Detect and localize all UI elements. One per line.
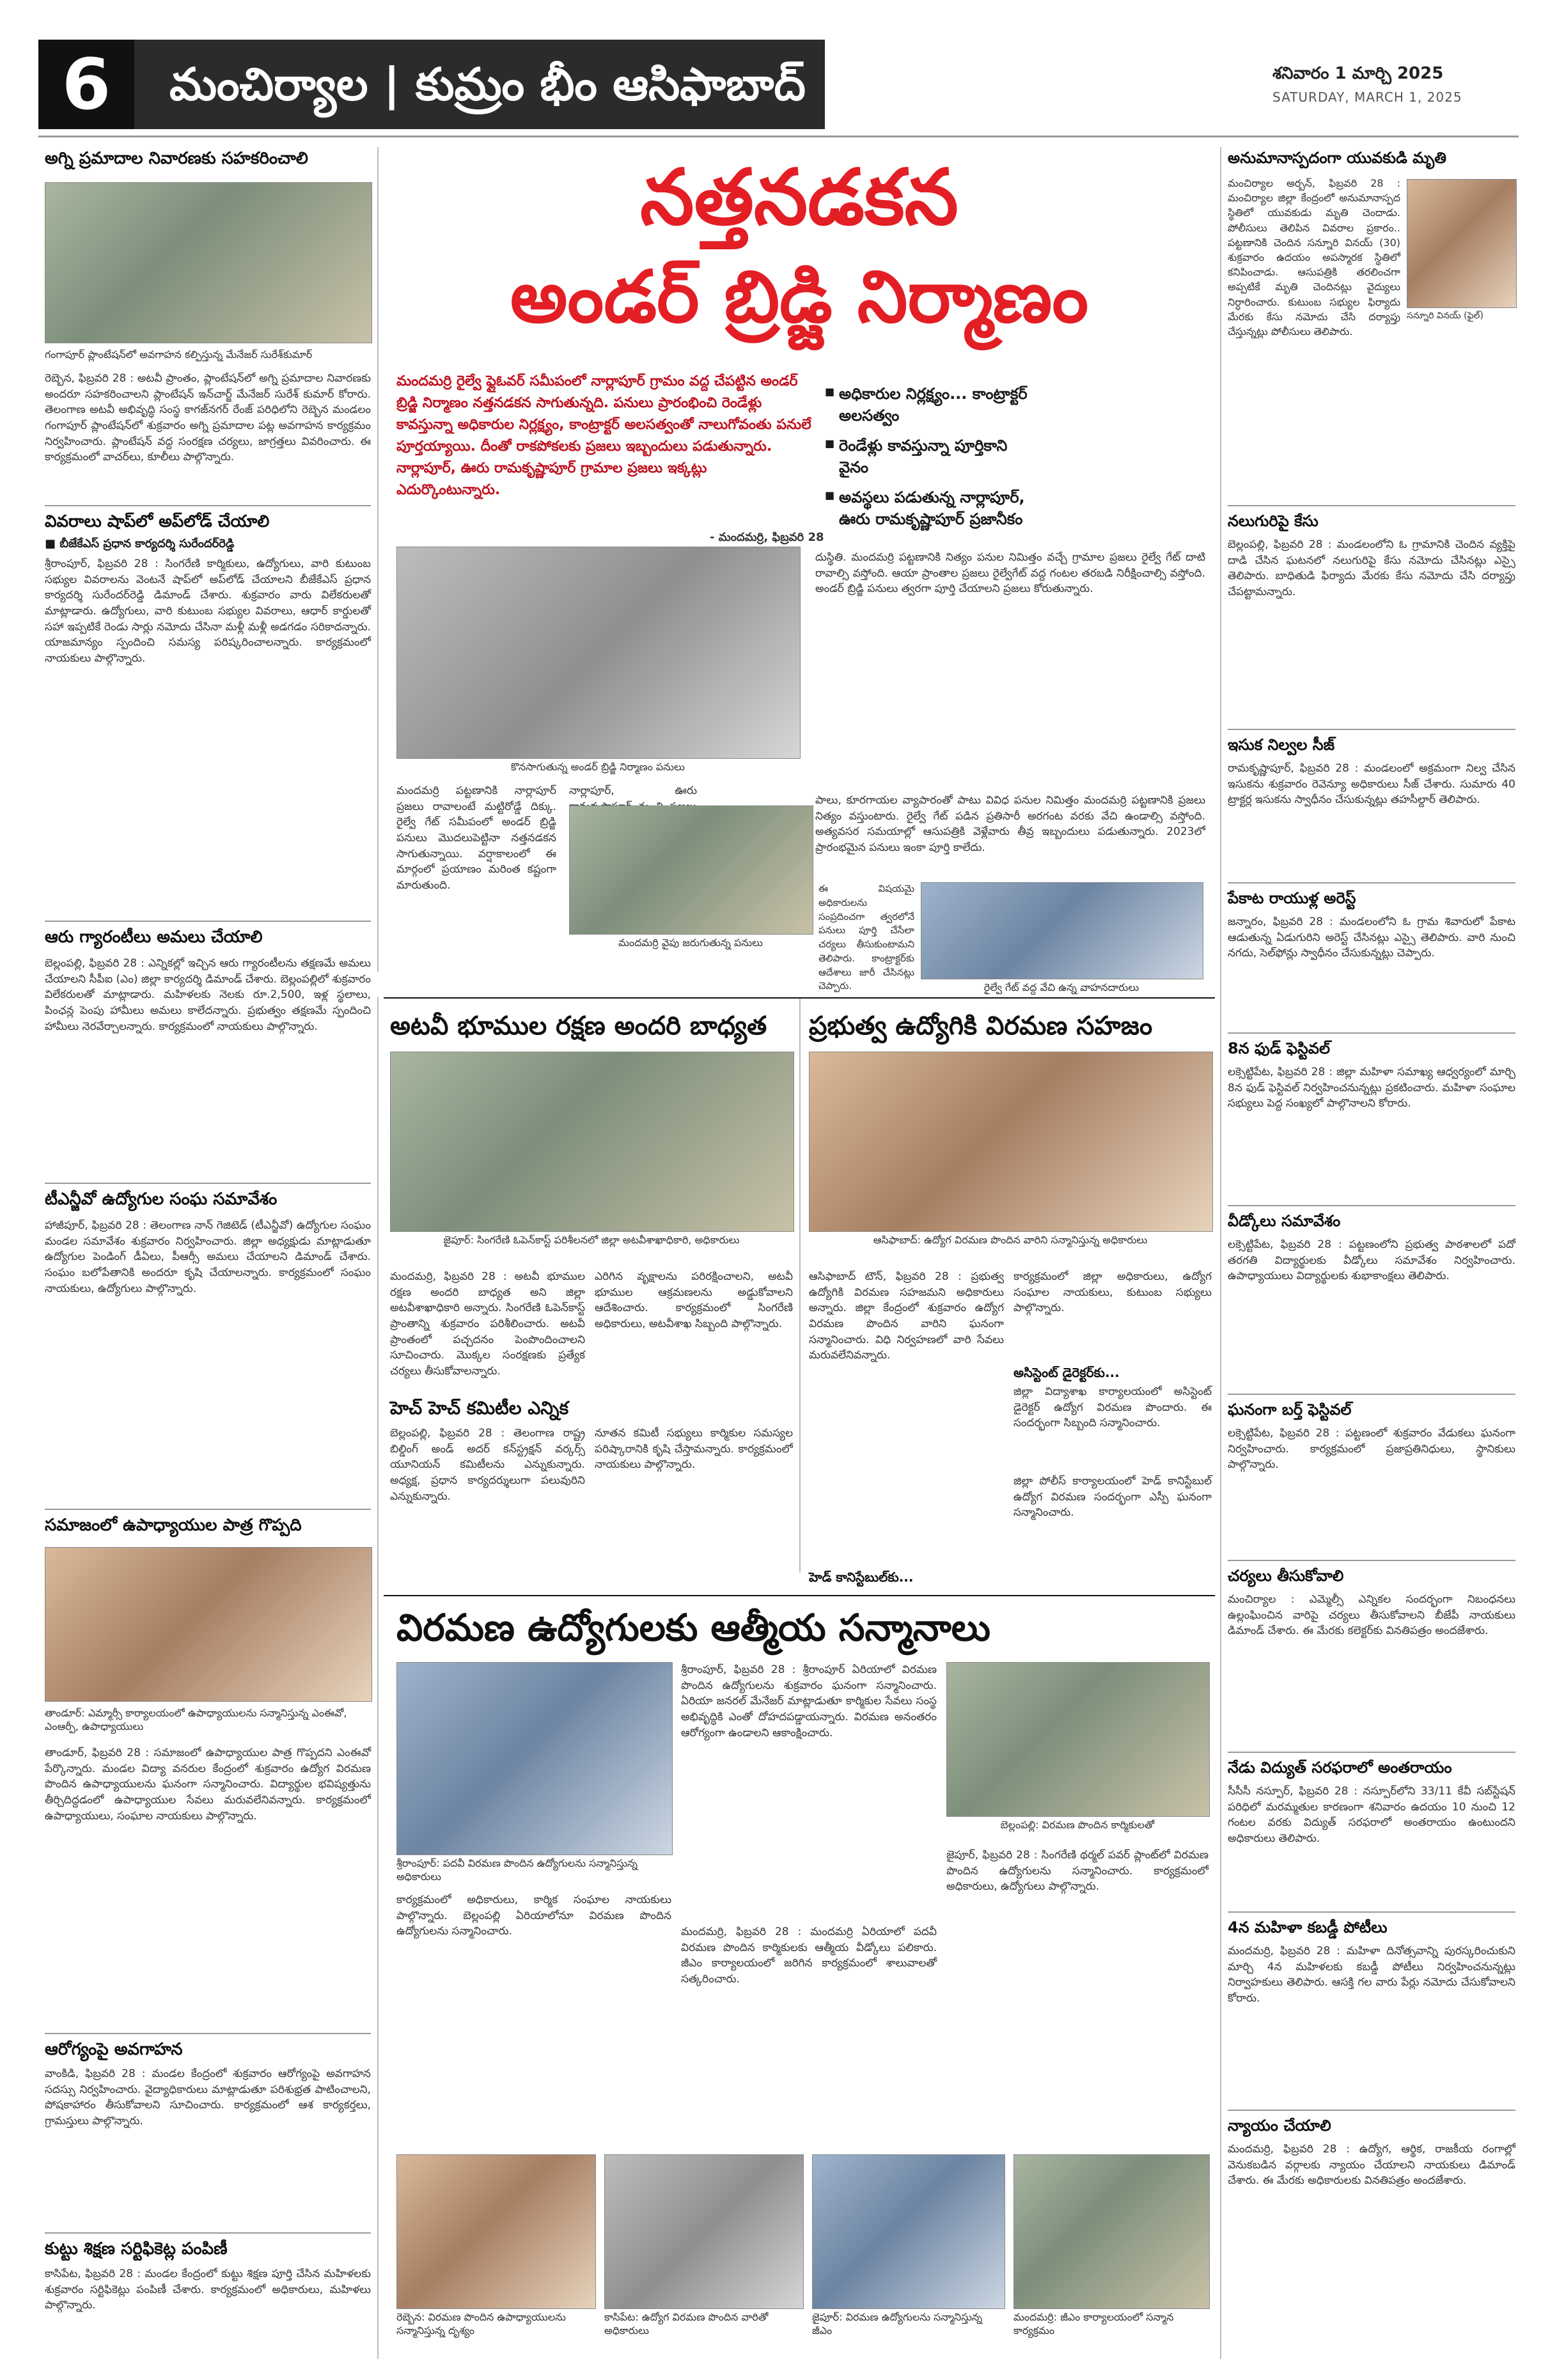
photo-caption: జైపూర్: విరమణ ఉద్యోగులను సన్మానిస్తున్న జీఎం: [812, 2311, 982, 2337]
article-divider: [45, 505, 371, 506]
article-body: వాంకిడి, ఫిబ్రవరి 28 : మండల కేంద్రంలో శుక్రవారం ఆరోగ్యంపై అవగాహన సదస్సు నిర్వహించారు. వైద్యాధికారులు మాట్లాడుతూ పరిశుభ్రత పాటించాలని, పోషకాహారం తీసుకోవాలని సూచించారు. కార్యక్రమంలో ఆశ కార్యకర్తలు, గ్రామస్తులు పాల్గొన్నారు.: [45, 2067, 371, 2127]
article-body: లక్సెట్టిపేట, ఫిబ్రవరి 28 : పట్టణంలో శుక్రవారం వేడుకలు ఘనంగా నిర్వహించారు. కార్యక్రమంలో ప్రజాప్రతినిధులు, స్థానికులు పాల్గొన్నారు.: [1228, 1427, 1515, 1472]
lead-dateline: - మందమర్రి, ఫిబ్రవరి 28: [710, 531, 824, 544]
headline-power-outage: నేడు విద్యుత్ సరఫరాలో అంతరాయం: [1228, 1759, 1452, 1777]
photo-railway-gate: [921, 882, 1203, 979]
bullet-item: ■ అవస్థలు పడుతున్న నార్లాపూర్, ఊరు రామకృష్ణాపూర్ ప్రజానీకం: [825, 487, 1029, 530]
article-divider: [45, 1183, 371, 1184]
headline-tngo-meeting: టీఎన్జీవో ఉద్యోగుల సంఘ సమావేశం: [45, 1190, 278, 1209]
article-body: ఎరిగిన వృక్షాలను పరిరక్షించాలని, అటవీ భూముల ఆక్రమణలను అడ్డుకోవాలని ఆదేశించారు. కార్యక్రమంలో సింగరేణి అధికారులు, అటవీశాఖ సిబ్బంది పాల్గొన్నారు.: [595, 1270, 793, 1330]
headline-fire-safety: అగ్ని ప్రమాదాల నివారణకు సహకరించాలి: [45, 149, 308, 168]
edition-title: మంచిర్యాల | కుమ్రం భీం ఆసిఫాబాద్: [169, 58, 806, 111]
photo-jaipur-retirees: [812, 2154, 1005, 2309]
masthead-rule: [38, 136, 1519, 137]
headline-committee-election: హెచ్ హెచ్ కమిటీల ఎన్నిక: [390, 1397, 569, 1419]
article-divider: [45, 2033, 371, 2034]
photo-retirement-event: [809, 1052, 1213, 1232]
lead-body-col-a: దుస్థితి. మందమర్రి పట్టణానికి నిత్యం పనుల నిమిత్తం వచ్చే గ్రామాల ప్రజలు రైల్వే గేట్ దాటి రావాల్సి వస్తోంది. ఆయా ప్రాంతాల ప్రజలు రైల్వేగేట్ వద్ద గంటల తరబడి నిరీక్షించాల్సి వస్తోంది. అండర్ బ్రిడ్జి పనులు త్వరగా పూర్తి చేయాలని ప్రజలు కోరుతున్నారు.: [815, 551, 1205, 596]
lead-headline-line1: నత్తనడకన: [640, 153, 958, 242]
article-body: కార్యక్రమంలో జిల్లా అధికారులు, ఉద్యోగ సంఘాల నాయకులు, కుటుంబ సభ్యులు పాల్గొన్నారు.: [1013, 1270, 1212, 1315]
article-divider: [1228, 1911, 1515, 1913]
headline-upload-details: వివరాలు షాప్‌లో అప్‌లోడ్ చేయాలి: [45, 512, 270, 531]
headline-justice: న్యాయం చేయాలి: [1228, 2117, 1331, 2135]
article-divider: [1228, 505, 1515, 506]
photo-srirampur-felicitation: [396, 1662, 673, 1855]
article-body: కార్యక్రమంలో అధికారులు, కార్మిక సంఘాల నాయకులు పాల్గొన్నారు. బెల్లంపల్లి ఏరియాలోనూ విరమణ పొందిన ఉద్యోగులను సన్మానించారు.: [396, 1894, 671, 1938]
photo-caption: గంగాపూర్ ప్లాంటేషన్‌లో అవగాహన కల్పిస్తున్న మేనేజర్ సురేశ్‌కుమార్: [45, 348, 313, 361]
lead-body-col-e: ఈ విషయమై అధికారులను సంప్రదించగా త్వరలోనే పనులు పూర్తి చేసేలా చర్యలు తీసుకుంటామని తెలిపారు. కాంట్రాక్టర్‌కు ఆదేశాలు జారీ చేసినట్లు చెప్పారు.: [818, 883, 914, 992]
article-body: మందమర్రి, ఫిబ్రవరి 28 : మహిళా దినోత్సవాన్ని పురస్కరించుకుని మార్చి 4న మహిళలకు కబడ్డీ పోటీలు నిర్వహించనున్నట్లు నిర్వాహకులు తెలిపారు. ఆసక్తి గల వారు పేర్లు నమోదు చేసుకోవాలని కోరారు.: [1228, 1945, 1515, 2005]
photo-caption: రెబ్బెన: విరమణ పొందిన ఉపాధ్యాయులను సన్మానిస్తున్న దృశ్యం: [396, 2311, 566, 2337]
article-divider: [1228, 1394, 1515, 1395]
article-body: మంచిర్యాల : ఎమ్మెల్సీ ఎన్నికల సందర్భంగా నిబంధనలు ఉల్లంఘించిన వారిపై చర్యలు తీసుకోవాలని బీజేపీ నాయకులు డిమాండ్ చేశారు. ఈ మేరకు కలెక్టర్‌కు వినతిపత్రం అందజేశారు.: [1228, 1593, 1515, 1638]
article-divider: [1228, 1032, 1515, 1034]
photo-caption: ఆసిఫాబాద్: ఉద్యోగ విరమణ పొందిన వారిని సన్మానిస్తున్న అధికారులు: [873, 1234, 1148, 1246]
article-body: ఆసిఫాబాద్ టౌన్, ఫిబ్రవరి 28 : ప్రభుత్వ ఉద్యోగికి విరమణ సహజమని అధికారులు అన్నారు. జిల్లా కేంద్రంలో శుక్రవారం ఉద్యోగ విరమణ పొందిన వారిని ఘనంగా సన్మానించారు. విధి నిర్వహణలో వారి సేవలు మరువలేనివన్నారు.: [809, 1270, 1004, 1362]
headline-case-four: నలుగురిపై కేసు: [1228, 512, 1318, 530]
article-body: కాసిపేట, ఫిబ్రవరి 28 : మండల కేంద్రంలో కుట్టు శిక్షణ పూర్తి చేసిన మహిళలకు శుక్రవారం సర్టిఫికెట్లు పంపిణీ చేశారు. కార్యక్రమంలో అధికారులు, మహిళలు పాల్గొన్నారు.: [45, 2267, 371, 2312]
photo-teachers-felicitation: [45, 1547, 372, 1702]
lead-body-col-b: పాలు, కూరగాయల వ్యాపారంతో పాటు వివిధ పనుల నిమిత్తం మందమర్రి పట్టణానికి ప్రజలు నిత్యం వస్తుంటారు. రైల్వే గేట్ పడిన ప్రతిసారీ అరగంట వరకు వేచి ఉండాల్సి వస్తోంది. అత్యవసర సమయాల్లో ఆసుపత్రికి వెళ్లేవారు తీవ్ర ఇబ్బందులు పడుతున్నారు. 2023లో ప్రారంభమైన పనులు ఇంకా పూర్తి కాలేదు.: [815, 794, 1205, 854]
photo-caption: మందమర్రి వైపు జరుగుతున్న పనులు: [618, 937, 763, 949]
article-body: బెల్లంపల్లి, ఫిబ్రవరి 28 : ఎన్నికల్లో ఇచ్చిన ఆరు గ్యారంటీలను తక్షణమే అమలు చేయాలని సీపీఐ (ఎం) జిల్లా కార్యదర్శి డిమాండ్ చేశారు. బెల్లంపల్లిలో శుక్రవారం విలేకరులతో మాట్లాడారు. మహిళలకు నెలకు రూ.2,500, ఇళ్ల స్థలాలు, పింఛన్ల పెంపు హామీలు అమలు కాలేదన్నారు. ప్రభుత్వం తక్షణమే స్పందించి హామీలు నెరవేర్చాలన్నారు. కార్యక్రమంలో నాయకులు పాల్గొన్నారు.: [45, 957, 371, 1033]
photo-caption: తాండూర్: ఎమ్మార్సీ కార్యాలయంలో ఉపాధ్యాయులను సన్మానిస్తున్న ఎంఈవో, ఎంఆర్పీ, ఉపాధ్యాయులు: [45, 1707, 347, 1732]
photo-caption: సన్నూరి వినయ్ (ఫైల్): [1407, 311, 1483, 321]
headline-forest-protection: అటవీ భూముల రక్షణ అందరి బాధ్యత: [390, 1011, 767, 1041]
photo-bellampalli-retirees: [946, 1662, 1210, 1817]
column-divider: [377, 997, 379, 2359]
article-body: లక్సెట్టిపేట, ఫిబ్రవరి 28 : జిల్లా మహిళా సమాఖ్య ఆధ్వర్యంలో మార్చి 8న ఫుడ్ ఫెస్టివల్ నిర్వహించనున్నట్లు ప్రకటించారు. మహిళా సంఘాల సభ్యులు పెద్ద సంఖ్యలో పాల్గొనాలని కోరారు.: [1228, 1066, 1515, 1110]
article-body: రామకృష్ణాపూర్, ఫిబ్రవరి 28 : మండలంలో అక్రమంగా నిల్వ చేసిన ఇసుకను శుక్రవారం రెవెన్యూ అధికారులు సీజ్ చేశారు. సుమారు 40 ట్రాక్టర్ల ఇసుకను స్వాధీనం చేసుకున్నట్లు తహసీల్దార్ తెలిపారు.: [1228, 762, 1515, 807]
photo-rebbena-retirees: [396, 2154, 596, 2309]
headline-take-action: చర్యలు తీసుకోవాలి: [1228, 1567, 1344, 1585]
date-telugu: శనివారం 1 మార్చి 2025: [1272, 64, 1444, 83]
lead-bullets: [825, 384, 1029, 540]
article-body: మందమర్రి, ఫిబ్రవరి 28 : మందమర్రి ఏరియాలో పదవీ విరమణ పొందిన కార్మికులకు ఆత్మీయ వీడ్కోలు పలికారు. జీఎం కార్యాలయంలో జరిగిన కార్యక్రమంలో శాలువాలతో సత్కరించారు.: [681, 1925, 937, 1986]
section-divider: [384, 997, 1215, 999]
section-divider: [384, 1595, 1215, 1596]
headline-retirement-natural: ప్రభుత్వ ఉద్యోగికి విరమణ సహజం: [809, 1011, 1153, 1041]
headline-six-guarantees: ఆరు గ్యారంటీలు అమలు చేయాలి: [45, 928, 263, 947]
article-body: హాజీపూర్, ఫిబ్రవరి 28 : తెలంగాణ నాన్ గెజిటెడ్ (టీఎన్జీవో) ఉద్యోగుల సంఘం మండల సమావేశం శుక్రవారం నిర్వహించారు. జిల్లా అధ్యక్షుడు మాట్లాడుతూ ఉద్యోగుల పెండింగ్ డీఏలు, పీఆర్సీ అమలు చేయాలని డిమాండ్ చేశారు. సంఘం బలోపేతానికి అందరూ కృషి చేయాలన్నారు. కార్యక్రమంలో సంఘం నాయకులు, ఉద్యోగులు పాల్గొన్నారు.: [45, 1219, 371, 1295]
photo-caption: కాసిపేట: ఉద్యోగ విరమణ పొందిన వారితో అధికారులు: [604, 2311, 769, 2337]
photo-caption: జైపూర్: సింగరేణి ఓపెన్‌కాస్ట్ పరిశీలనలో జిల్లా అటవీశాఖాధికారి, అధికారులు: [443, 1234, 740, 1246]
article-body: బెల్లంపల్లి, ఫిబ్రవరి 28 : తెలంగాణ రాష్ట్ర బిల్డింగ్ అండ్ అదర్ కన్‌స్ట్రక్షన్ వర్కర్స్ యూనియన్ కమిటీలను ఎన్నుకున్నారు. అధ్యక్ష, ప్రధాన కార్యదర్శులుగా పలువురిని ఎన్నుకున్నారు.: [390, 1427, 585, 1503]
headline-food-festival: 8న ఫుడ్ ఫెస్టివల్: [1228, 1039, 1330, 1057]
article-body: మంచిర్యాల అర్బన్, ఫిబ్రవరి 28 : మంచిర్యాల జిల్లా కేంద్రంలో అనుమానాస్పద స్థితిలో యువకుడు మృతి చెందాడు. పోలీసులు తెలిపిన వివరాల ప్రకారం.. పట్టణానికి చెందిన సన్నూరి వినయ్ (30) శుక్రవారం ఉదయం అపస్మారక స్థితిలో కనిపించాడు. ఆసుపత్రికి తరలించగా అప్పటికే మృతి చెందినట్లు వైద్యులు నిర్ధారించారు. కుటుంబ సభ్యుల ఫిర్యాదు మేరకు కేసు నమోదు చేసి దర్యాప్తు చేస్తున్నట్లు పోలీసులు తెలిపారు.: [1228, 177, 1400, 338]
lead-headline-line2: అండర్ బ్రిడ్జి నిర్మాణం: [510, 256, 1089, 339]
photo-caption: మందమర్రి: జీఎం కార్యాలయంలో సన్మాన కార్యక్రమం: [1013, 2311, 1174, 2337]
date-english: SATURDAY, MARCH 1, 2025: [1272, 89, 1462, 105]
article-divider: [1228, 1205, 1515, 1206]
headline-kabaddi: 4న మహిళా కబడ్డీ పోటీలు: [1228, 1918, 1388, 1936]
article-divider: [1228, 729, 1515, 730]
article-body: నూతన కమిటీ సభ్యులు కార్మికుల సమస్యల పరిష్కారానికి కృషి చేస్తామన్నారు. కార్యక్రమంలో నాయకులు పాల్గొన్నారు.: [595, 1427, 793, 1472]
headline-gamblers-arrest: పేకాట రాయుళ్ల అరెస్ట్: [1228, 889, 1356, 907]
photo-caption: రైల్వే గేట్ వద్ద వేచి ఉన్న వాహనదారులు: [983, 981, 1139, 993]
column-divider: [799, 997, 801, 1573]
article-body: జిల్లా విద్యాశాఖ కార్యాలయంలో అసిస్టెంట్ డైరెక్టర్ ఉద్యోగ విరమణ పొందారు. ఈ సందర్భంగా సిబ్బంది సన్మానించారు.: [1013, 1385, 1212, 1430]
article-divider: [45, 921, 371, 922]
article-body: లక్సెట్టిపేట, ఫిబ్రవరి 28 : పట్టణంలోని ప్రభుత్వ పాఠశాలలో పదో తరగతి విద్యార్థులకు వీడ్కోలు సమావేశం నిర్వహించారు. ఉపాధ్యాయులు విద్యార్థులకు శుభాకాంక్షలు తెలిపారు.: [1228, 1238, 1515, 1283]
lead-body-col-d: నార్లాపూర్, ఊరు: [569, 784, 697, 797]
photo-victim: [1407, 179, 1517, 308]
subhead-head-constable: హెడ్ కానిస్టేబుల్‌కు...: [809, 1569, 914, 1585]
article-divider: [45, 2232, 371, 2234]
subhead: ■ బీజేకేఎస్ ప్రధాన కార్యదర్శి సురేందర్‌రెడ్డి: [45, 537, 235, 550]
article-body: జన్నారం, ఫిబ్రవరి 28 : మండలంలోని ఓ గ్రామ శివారులో పేకాట ఆడుతున్న ఏడుగురిని అరెస్ట్ చేసినట్లు ఎస్సై తెలిపారు. వారి నుంచి నగదు, సెల్‌ఫోన్లు స్వాధీనం చేసుకున్నట్లు చెప్పారు.: [1228, 915, 1515, 960]
article-body: మందమర్రి, ఫిబ్రవరి 28 : అటవీ భూముల రక్షణ అందరి బాధ్యత అని జిల్లా అటవీశాఖాధికారి అన్నారు. సింగరేణి ఓపెన్‌కాస్ట్ ప్రాంతాన్ని శుక్రవారం పరిశీలించారు. అటవీ ప్రాంతంలో పచ్చదనం పెంపొందించాలని సూచించారు. మొక్కల సంరక్షణకు ప్రత్యేక చర్యలు తీసుకోవాలన్నారు.: [390, 1270, 585, 1378]
lead-body-col-c: మందమర్రి పట్టణానికి నార్లాపూర్ ప్రజలు రావాలంటే మట్టిరోడ్డే దిక్కు. రైల్వే గేట్ సమీపంలో అండర్ బ్రిడ్జి పనులు మొదలుపెట్టినా నత్తనడకన సాగుతున్నాయి. వర్షాకాలంలో ఈ మార్గంలో ప్రయాణం మరింత కష్టంగా మారుతుంది.: [396, 784, 556, 892]
lead-deck: మందమర్రి రైల్వే ఫ్లైఓవర్ సమీపంలో నార్లాపూర్ గ్రామం వద్ద చేపట్టిన అండర్ బ్రిడ్జి నిర్మాణం నత్తనడకన సాగుతున్నది. పనులు ప్రారంభించి రెండేళ్లు కావస్తున్నా అధికారుల నిర్లక్ష్యం, కాంట్రాక్టర్ అలసత్వంతో నాలుగోవంతు పనులే పూర్తయ్యాయి. దీంతో రాకపోకలకు ప్రజలు ఇబ్బందులు పడుతున్నారు. నార్లాపూర్, ఊరు రామకృష్ణాపూర్ గ్రామాల ప్రజలు ఇక్కట్లు ఎదుర్కొంటున్నారు.: [396, 373, 811, 499]
article-body: జైపూర్, ఫిబ్రవరి 28 : సింగరేణి థర్మల్ పవర్ ప్లాంట్‌లో విరమణ పొందిన ఉద్యోగులను సన్మానించారు. కార్యక్రమంలో అధికారులు, ఉద్యోగులు పాల్గొన్నారు.: [946, 1849, 1209, 1894]
photo-caption: శ్రీరాంపూర్: పదవీ విరమణ పొందిన ఉద్యోగులను సన్మానిస్తున్న అధికారులు: [396, 1857, 638, 1883]
headline-farewell-meeting: వీడ్కోలు సమావేశం: [1228, 1212, 1341, 1230]
article-body: రెబ్బెన, ఫిబ్రవరి 28 : అటవీ ప్రాంతం, ప్లాంటేషన్‌లో అగ్ని ప్రమాదాల నివారణకు అందరూ సహకరించాలని ప్లాంటేషన్ ఇన్‌చార్జ్ మేనేజర్ సురేశ్ కుమార్ కోరారు. తెలంగాణ అటవీ అభివృద్ధి సంస్థ కాగజ్‌నగర్ రేంజ్ పరిధిలోని రెబ్బెన మండలం గంగాపూర్ ప్లాంటేషన్‌లో శుక్రవారం అగ్ని ప్రమాదాల పట్ల అవగాహన కార్యక్రమం నిర్వహించారు. ప్లాంటేషన్ వద్ద సంరక్షణ చర్యలు, జాగ్రత్తలు వివరించారు. ఈ కార్యక్రమంలో వాచర్‌లు, కూలీలు పాల్గొన్నారు.: [45, 372, 371, 464]
article-divider: [1228, 1752, 1515, 1753]
photo-caption: కొనసాగుతున్న అండర్ బ్రిడ్జి నిర్మాణం పనులు: [511, 761, 685, 773]
bullet-item: ■ రెండేళ్లు కావస్తున్నా పూర్తికాని వైనం: [825, 435, 1029, 478]
photo-forest-officials: [390, 1052, 794, 1232]
article-body: సీసీసీ నస్పూర్, ఫిబ్రవరి 28 : నస్పూర్‌లోని 33/11 కేవీ సబ్‌స్టేషన్ పరిధిలో మరమ్మతుల కారణంగా శనివారం ఉదయం 10 నుంచి 12 గంటల వరకు విద్యుత్ సరఫరాలో అంతరాయం ఉంటుందని అధికారులు తెలిపారు.: [1228, 1785, 1515, 1845]
article-body: జిల్లా పోలీస్ కార్యాలయంలో హెడ్ కానిస్టేబుల్ ఉద్యోగ విరమణ సందర్భంగా ఎస్పీ ఘనంగా సన్మానించారు.: [1013, 1475, 1212, 1520]
photo-plantation-meeting: [45, 182, 372, 343]
article-divider: [45, 1509, 371, 1510]
article-body: శ్రీరాంపూర్, ఫిబ్రవరి 28 : శ్రీరాంపూర్ ఏరియాలో విరమణ పొందిన ఉద్యోగులను శుక్రవారం ఘనంగా సన్మానించారు. ఏరియా జనరల్ మేనేజర్ మాట్లాడుతూ కార్మికుల సేవలు సంస్థ అభివృద్ధికి ఎంతో దోహదపడ్డాయన్నారు. విరమణ అనంతరం ఆరోగ్యంగా ఉండాలని ఆకాంక్షించారు.: [681, 1663, 937, 1739]
headline-youth-death: అనుమానాస్పదంగా యువకుడి మృతి: [1228, 149, 1447, 167]
headline-tailoring-certificates: కుట్టు శిక్షణ సర్టిఫికెట్ల పంపిణీ: [45, 2239, 228, 2259]
page-number: 6: [38, 40, 134, 129]
headline-retirees-felicitation: విరమణ ఉద్యోగులకు ఆత్మీయ సన్మానాలు: [396, 1606, 990, 1649]
photo-mandamarri-retirees: [1013, 2154, 1210, 2309]
headline-sand-seize: ఇసుక నిల్వల సీజ్: [1228, 736, 1335, 754]
headline-teachers-role: సమాజంలో ఉపాధ్యాయుల పాత్ర గొప్పది: [45, 1516, 302, 1535]
column-divider: [377, 147, 379, 972]
photo-caption: బెల్లంపల్లి: విరమణ పొందిన కార్మికులతో: [1000, 1819, 1155, 1831]
column-divider: [1220, 147, 1221, 2359]
headline-health-awareness: ఆరోగ్యంపై అవగాహన: [45, 2040, 183, 2059]
article-body: బెల్లంపల్లి, ఫిబ్రవరి 28 : మండలంలోని ఓ గ్రామానికి చెందిన వ్యక్తిపై దాడి చేసిన ఘటనలో నలుగురిపై కేసు నమోదు చేసినట్లు ఎస్సై తెలిపారు. బాధితుడి ఫిర్యాదు మేరకు కేసు నమోదు చేసి దర్యాప్తు చేపట్టామన్నారు.: [1228, 538, 1515, 598]
photo-kasipet-retirees: [604, 2154, 804, 2309]
headline-birth-festival: ఘనంగా బర్త్ ఫెస్టివల్: [1228, 1401, 1352, 1419]
article-body: మందమర్రి, ఫిబ్రవరి 28 : ఉద్యోగ, ఆర్థిక, రాజకీయ రంగాల్లో వెనుకబడిన వర్గాలకు న్యాయం చేయాలని నాయకులు డిమాండ్ చేశారు. ఈ మేరకు అధికారులకు వినతిపత్రం అందజేశారు.: [1228, 2143, 1515, 2188]
photo-bridge-construction: [396, 547, 801, 759]
bullet-item: ■ అధికారుల నిర్లక్ష్యం... కాంట్రాక్టర్ అలసత్వం: [825, 384, 1029, 426]
subhead-assistant-director: అసిస్టెంట్ డైరెక్టర్‌కు...: [1013, 1365, 1120, 1380]
article-body: తాండూర్, ఫిబ్రవరి 28 : సమాజంలో ఉపాధ్యాయుల పాత్ర గొప్పదని ఎంఈవో పేర్కొన్నారు. మండల విద్యా వనరుల కేంద్రంలో శుక్రవారం ఉద్యోగ విరమణ పొందిన ఉపాధ్యాయులను ఘనంగా సన్మానించారు. విద్యార్థుల భవిష్యత్తును తీర్చిదిద్దడంలో ఉపాధ్యాయుల సేవలు మరువలేనివన్నారు. కార్యక్రమంలో ఉపాధ్యాయులు, సంఘాల నాయకులు పాల్గొన్నారు.: [45, 1746, 371, 1823]
article-divider: [1228, 1560, 1515, 1561]
photo-work-site: [569, 805, 813, 935]
article-divider: [1228, 882, 1515, 883]
article-divider: [1228, 2110, 1515, 2111]
article-body: శ్రీరాంపూర్, ఫిబ్రవరి 28 : సింగరేణి కార్మికులు, ఉద్యోగులు, వారి కుటుంబ సభ్యుల వివరాలను వెంటనే షాప్‌లో అప్‌లోడ్ చేయాలని బీజేకేఎస్ ప్రధాన కార్యదర్శి సురేందర్‌రెడ్డి డిమాండ్ చేశారు. శుక్రవారం వారు విలేకరులతో మాట్లాడారు. ఉద్యోగులు, వారి కుటుంబ సభ్యుల వివరాలు, ఆధార్ కార్డులతో సహా ఇప్పటికే రెండు సార్లు నమోదు చేసినా మళ్లీ మళ్లీ అడగడం సరికాదన్నారు. యాజమాన్యం స్పందించి సమస్య పరిష్కరించాలన్నారు. కార్యక్రమంలో నాయకులు పాల్గొన్నారు.: [45, 557, 371, 665]
